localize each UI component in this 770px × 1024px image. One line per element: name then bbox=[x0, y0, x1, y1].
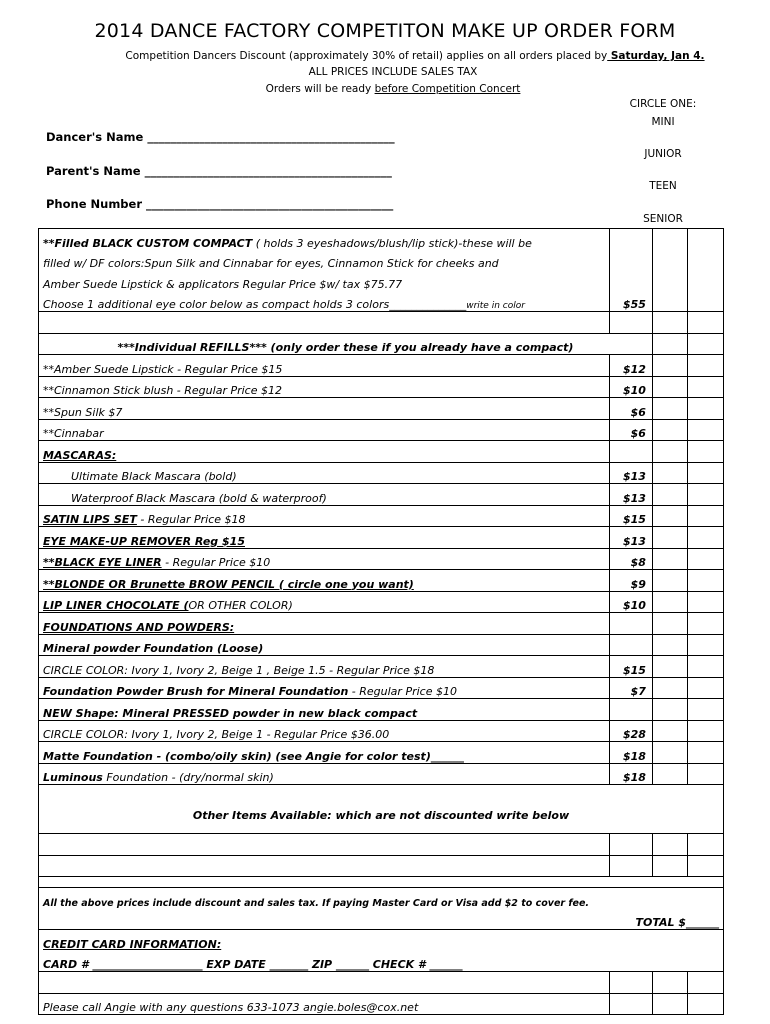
item-price: $13 bbox=[609, 484, 652, 506]
total-cell[interactable] bbox=[687, 291, 723, 312]
item-name: Foundation Powder Brush for Mineral Foundation bbox=[43, 685, 349, 698]
qty-cell[interactable] bbox=[652, 699, 687, 721]
other-items-heading: Other Items Available: which are not discounted write below bbox=[39, 785, 724, 834]
item-name: CIRCLE COLOR: Ivory 1, Ivory 2, Beige 1 - Regular Price $36.00 bbox=[39, 720, 610, 742]
compact-row-2 bbox=[39, 250, 724, 271]
write-in-color-hint: write in color bbox=[466, 301, 525, 311]
credit-card-heading: CREDIT CARD INFORMATION: bbox=[39, 930, 724, 951]
total-cell[interactable] bbox=[687, 376, 723, 398]
total-cell[interactable] bbox=[687, 677, 723, 699]
list-item bbox=[39, 462, 724, 484]
total-cell[interactable] bbox=[687, 548, 723, 570]
total-cell[interactable] bbox=[687, 527, 723, 549]
item-price: $7 bbox=[609, 677, 652, 699]
qty-cell[interactable] bbox=[652, 312, 687, 334]
item-name: NEW Shape: Mineral PRESSED powder in new black compact bbox=[39, 699, 610, 721]
discount-date: Saturday, Jan 4. bbox=[607, 50, 705, 62]
mascaras-heading: MASCARAS: bbox=[39, 441, 610, 463]
item-price: $6 bbox=[609, 419, 652, 441]
qty-cell[interactable] bbox=[652, 484, 687, 506]
item-price: $18 bbox=[609, 742, 652, 764]
list-item bbox=[39, 355, 724, 377]
item-price: $28 bbox=[609, 720, 652, 742]
total-cell[interactable] bbox=[687, 656, 723, 678]
list-item bbox=[39, 634, 724, 656]
ready-note bbox=[8, 83, 770, 95]
item-name: **Cinnamon Stick blush - Regular Price $12 bbox=[39, 376, 610, 398]
list-item bbox=[39, 376, 724, 398]
qty-cell[interactable] bbox=[652, 291, 687, 312]
qty-cell[interactable] bbox=[652, 855, 687, 877]
compact-title: **Filled BLACK CUSTOM COMPACT bbox=[43, 236, 253, 250]
division-option-teen[interactable]: TEEN bbox=[649, 180, 677, 192]
total-cell[interactable] bbox=[687, 229, 723, 250]
list-item bbox=[39, 656, 724, 678]
total-cell[interactable] bbox=[687, 834, 723, 856]
list-item bbox=[39, 699, 724, 721]
card-fee-note: All the above prices include discount and sales tax. If paying Master Card or Visa add $2 to cover fee. bbox=[39, 888, 724, 909]
write-in-row bbox=[39, 834, 724, 856]
item-name: LIP LINER CHOCOLATE ( bbox=[43, 599, 189, 612]
total-cell[interactable] bbox=[687, 441, 723, 463]
total-cell[interactable] bbox=[687, 742, 723, 764]
page-title: 2014 DANCE FACTORY COMPETITON MAKE UP ORDER FORM bbox=[94, 20, 676, 42]
item-name: **Cinnabar bbox=[39, 419, 610, 441]
qty-cell[interactable] bbox=[652, 462, 687, 484]
total-cell[interactable] bbox=[687, 720, 723, 742]
order-table bbox=[38, 228, 724, 1015]
tax-note: ALL PRICES INCLUDE SALES TAX bbox=[308, 66, 478, 78]
list-item bbox=[39, 720, 724, 742]
compact-row-4 bbox=[39, 291, 724, 312]
section-heading bbox=[39, 613, 724, 635]
total-cell[interactable] bbox=[687, 855, 723, 877]
qty-cell[interactable] bbox=[652, 527, 687, 549]
item-name: Ultimate Black Mascara (bold) bbox=[39, 462, 610, 484]
write-in-item[interactable] bbox=[39, 834, 610, 856]
qty-cell[interactable] bbox=[652, 570, 687, 592]
qty-cell[interactable] bbox=[652, 398, 687, 420]
compact-price: $55 bbox=[609, 291, 652, 312]
item-name: CIRCLE COLOR: Ivory 1, Ivory 2, Beige 1 , Beige 1.5 - Regular Price $18 bbox=[39, 656, 610, 678]
total-field[interactable]: TOTAL $______ bbox=[39, 909, 724, 930]
list-item bbox=[39, 484, 724, 506]
qty-cell[interactable] bbox=[652, 355, 687, 377]
list-item bbox=[39, 763, 724, 785]
qty-cell[interactable] bbox=[652, 229, 687, 250]
item-price: $12 bbox=[609, 355, 652, 377]
total-cell[interactable] bbox=[687, 419, 723, 441]
list-item bbox=[39, 527, 724, 549]
list-item bbox=[39, 677, 724, 699]
total-cell[interactable] bbox=[687, 570, 723, 592]
item-regular-price: - Regular Price $10 bbox=[161, 556, 271, 569]
list-item bbox=[39, 742, 724, 764]
total-cell[interactable] bbox=[687, 333, 723, 355]
section-heading bbox=[39, 441, 724, 463]
item-price: $13 bbox=[609, 462, 652, 484]
total-cell[interactable] bbox=[687, 484, 723, 506]
item-price: $6 bbox=[609, 398, 652, 420]
item-name: Waterproof Black Mascara (bold & waterproof) bbox=[39, 484, 610, 506]
item-desc: Foundation - (dry/normal skin) bbox=[102, 771, 274, 784]
list-item bbox=[39, 398, 724, 420]
ready-underlined: before Competition Concert bbox=[374, 83, 521, 95]
item-price: $15 bbox=[609, 656, 652, 678]
list-item bbox=[39, 570, 724, 592]
item-price: $10 bbox=[609, 591, 652, 613]
total-cell[interactable] bbox=[687, 699, 723, 721]
phone-number-field[interactable]: Phone Number ___________________________________________ bbox=[46, 197, 394, 211]
item-name: Matte Foundation - (combo/oily skin) (see Angie for color test)______ bbox=[39, 742, 610, 764]
contact-line: Please call Angie with any questions 633-1073 angie.boles@cox.net bbox=[39, 993, 610, 1015]
item-price: $13 bbox=[609, 527, 652, 549]
qty-cell[interactable] bbox=[652, 333, 687, 355]
total-cell[interactable] bbox=[687, 613, 723, 635]
item-name: SATIN LIPS SET bbox=[43, 513, 137, 526]
item-color-note: OR OTHER COLOR) bbox=[188, 599, 293, 612]
division-option-mini[interactable]: MINI bbox=[651, 116, 675, 128]
item-name: **BLACK EYE LINER bbox=[43, 556, 162, 569]
qty-cell[interactable] bbox=[652, 441, 687, 463]
division-option-senior[interactable]: SENIOR bbox=[643, 213, 683, 225]
total-cell[interactable] bbox=[687, 355, 723, 377]
qty-cell[interactable] bbox=[652, 656, 687, 678]
qty-cell[interactable] bbox=[652, 548, 687, 570]
total-cell[interactable] bbox=[687, 312, 723, 334]
item-name: **Amber Suede Lipstick - Regular Price $15 bbox=[39, 355, 610, 377]
discount-text: Competition Dancers Discount (approximately 30% of retail) applies on all orders placed by bbox=[125, 50, 608, 62]
circle-one-label: CIRCLE ONE: bbox=[629, 98, 697, 110]
qty-cell[interactable] bbox=[652, 720, 687, 742]
list-item bbox=[39, 548, 724, 570]
total-cell[interactable] bbox=[687, 398, 723, 420]
item-regular-price: - Regular Price $18 bbox=[136, 513, 246, 526]
write-in-item[interactable] bbox=[39, 855, 610, 877]
total-cell[interactable] bbox=[687, 634, 723, 656]
total-cell[interactable] bbox=[687, 505, 723, 527]
qty-cell[interactable] bbox=[652, 742, 687, 764]
item-name: **Spun Silk $7 bbox=[39, 398, 610, 420]
compact-desc: ( holds 3 eyeshadows/blush/lip stick)-these will be bbox=[252, 236, 532, 250]
write-in-row bbox=[39, 855, 724, 877]
total-cell[interactable] bbox=[687, 763, 723, 785]
discount-note bbox=[30, 50, 770, 62]
qty-cell[interactable] bbox=[652, 419, 687, 441]
total-cell[interactable] bbox=[687, 462, 723, 484]
compact-line-2: filled w/ DF colors:Spun Silk and Cinnabar for eyes, Cinnamon Stick for cheeks and bbox=[39, 250, 610, 271]
parent-name-field[interactable]: Parent's Name ___________________________________________ bbox=[46, 164, 392, 178]
qty-cell[interactable] bbox=[652, 591, 687, 613]
item-name: Mineral powder Foundation (Loose) bbox=[39, 634, 610, 656]
qty-cell[interactable] bbox=[652, 834, 687, 856]
item-name: **BLONDE OR Brunette BROW PENCIL ( circle one you want) bbox=[39, 570, 610, 592]
item-price: $15 bbox=[609, 505, 652, 527]
item-name: EYE MAKE-UP REMOVER Reg $15 bbox=[39, 527, 610, 549]
list-item bbox=[39, 591, 724, 613]
total-cell[interactable] bbox=[687, 591, 723, 613]
qty-cell[interactable] bbox=[652, 505, 687, 527]
item-price: $9 bbox=[609, 570, 652, 592]
compact-row-1 bbox=[39, 229, 724, 250]
qty-cell[interactable] bbox=[652, 613, 687, 635]
item-regular-price: - Regular Price $10 bbox=[348, 685, 457, 698]
refills-heading: ***Individual REFILLS*** (only order these if you already have a compact) bbox=[39, 333, 653, 355]
ready-prefix: Orders will be ready bbox=[265, 83, 375, 95]
qty-cell[interactable] bbox=[652, 677, 687, 699]
list-item bbox=[39, 419, 724, 441]
compact-line-4: Choose 1 additional eye color below as compact holds 3 colors______________ bbox=[43, 298, 467, 311]
item-price: $18 bbox=[609, 763, 652, 785]
item-price: $10 bbox=[609, 376, 652, 398]
compact-row-3 bbox=[39, 270, 724, 291]
foundations-heading: FOUNDATIONS AND POWDERS: bbox=[39, 613, 610, 635]
division-option-junior[interactable]: JUNIOR bbox=[644, 148, 682, 160]
compact-line-3: Amber Suede Lipstick & applicators Regular Price $w/ tax $75.77 bbox=[39, 270, 610, 291]
qty-cell[interactable] bbox=[652, 376, 687, 398]
qty-cell[interactable] bbox=[652, 763, 687, 785]
list-item bbox=[39, 505, 724, 527]
dancer-name-field[interactable]: Dancer's Name ___________________________________________ bbox=[46, 130, 395, 144]
qty-cell[interactable] bbox=[652, 634, 687, 656]
item-name: Luminous bbox=[43, 771, 103, 784]
item-price: $8 bbox=[609, 548, 652, 570]
card-info-line[interactable]: CARD # ____________________ EXP DATE _______ ZIP ______ CHECK # ______ bbox=[39, 951, 724, 972]
